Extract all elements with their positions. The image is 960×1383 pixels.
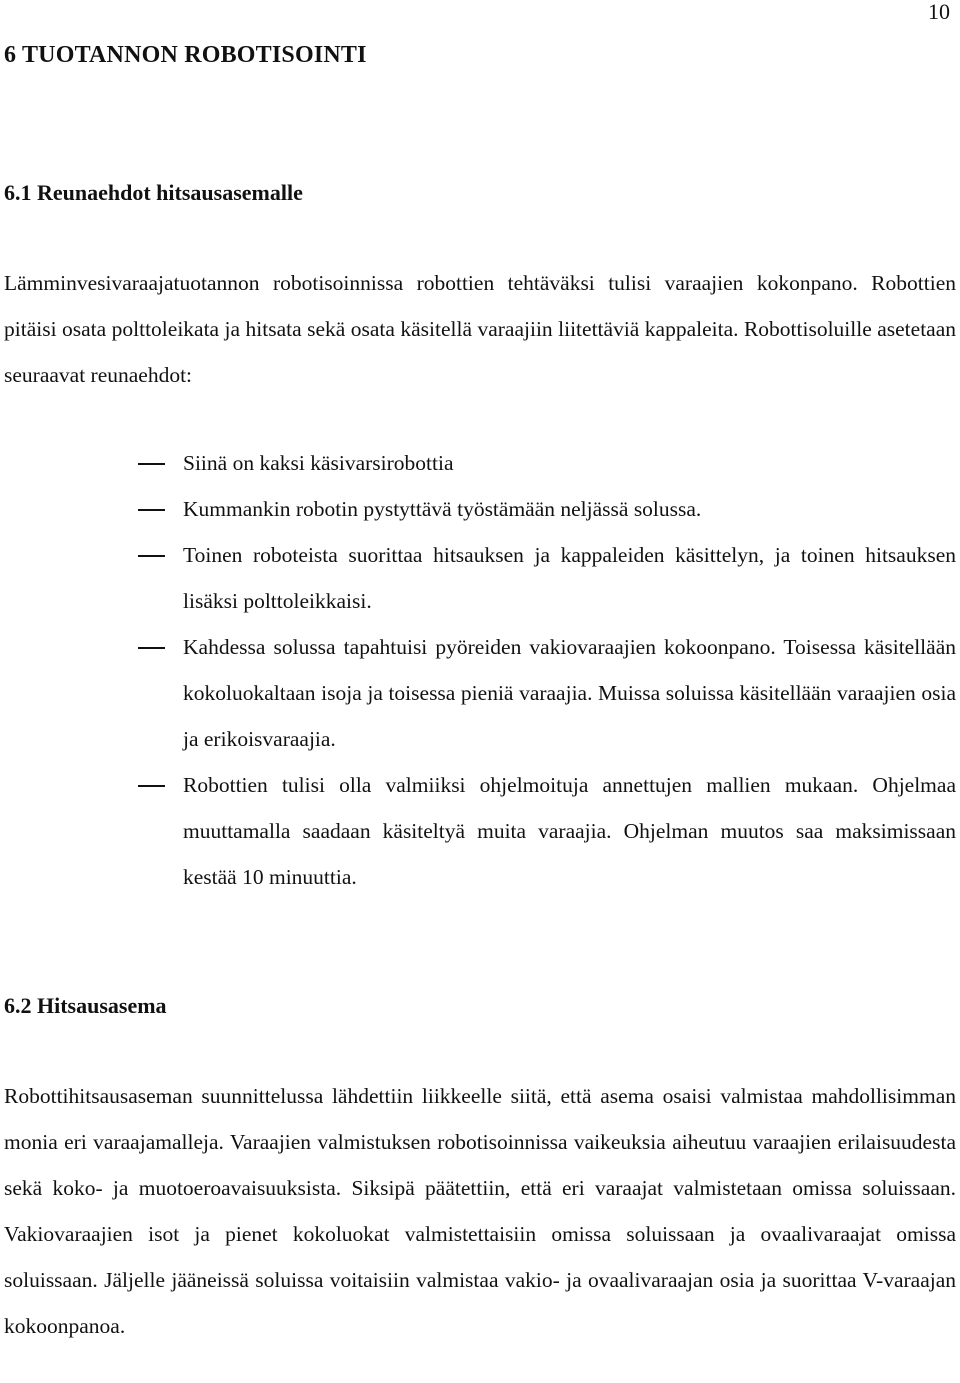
- section-6-2-paragraph: Robottihitsausaseman suunnittelussa lähdettiin liikkeelle siitä, että asema osaisi valmistaa mahdollisimman monia eri varaajamalleja. Varaajien valmistuksen robotisoinnissa vaikeuksia aiheutuu varaajien erilaisuudesta sekä koko- ja muotoeroavaisuuksista. Siksipä päätettiin, että eri varaajat valmistetaan omissa soluissaan. Vakiovaraajien isot ja pienet kokoluokat valmistettaisiin omissa soluissaan ja ovaalivaraajat omissa soluissaan. Jäljelle jääneissä soluissa voitaisiin valmistaa vakio- ja ovaalivaraajan osia ja suorittaa V-varaajan kokoonpanoa.: [4, 1084, 956, 1338]
- list-item-text: Siinä on kaksi käsivarsirobottia: [183, 451, 454, 475]
- dash-bullet-icon: [138, 463, 165, 465]
- dash-bullet-icon: [138, 555, 165, 557]
- list-item: [0, 762, 960, 900]
- page-number: 10: [928, 0, 950, 24]
- list-item: [0, 624, 960, 762]
- list-item: [0, 532, 960, 624]
- list-item-text: Toinen roboteista suorittaa hitsauksen ja kappaleiden käsittelyn, ja toinen hitsauksen lisäksi polttoleikkaisi.: [183, 543, 956, 613]
- section-title-6-1: 6.1 Reunaehdot hitsausasemalle: [4, 180, 303, 205]
- list-item: [0, 486, 960, 532]
- list-item-text: Kummankin robotin pystyttävä työstämään neljässä solussa.: [183, 497, 702, 521]
- dash-bullet-icon: [138, 509, 165, 511]
- section-6-1-intro-paragraph: Lämminvesivaraajatuotannon robotisoinnissa robottien tehtäväksi tulisi varaajien kokonpano. Robottien pitäisi osata polttoleikata ja hitsata sekä osata käsitellä varaajiin liitettäviä kappaleita. Robottisoluille asetetaan seuraavat reunaehdot:: [4, 271, 956, 387]
- list-item-text: Kahdessa solussa tapahtuisi pyöreiden vakiovaraajien kokoonpano. Toisessa käsitellään kokoluokaltaan isoja ja toisessa pieniä varaajia. Muissa soluissa käsitellään varaajien osia ja erikoisvaraajia.: [183, 635, 956, 751]
- dash-bullet-icon: [138, 785, 165, 787]
- dash-bullet-icon: [138, 647, 165, 649]
- chapter-title: 6 TUOTANNON ROBOTISOINTI: [4, 42, 367, 68]
- section-title-6-2: 6.2 Hitsausasema: [4, 993, 167, 1018]
- list-item: [0, 440, 960, 486]
- requirements-list: [0, 440, 960, 900]
- list-item-text: Robottien tulisi olla valmiiksi ohjelmoituja annettujen mallien mukaan. Ohjelmaa muuttamalla saadaan käsiteltyä muita varaajia. Ohjelman muutos saa maksimissaan kestää 10 minuuttia.: [183, 773, 956, 889]
